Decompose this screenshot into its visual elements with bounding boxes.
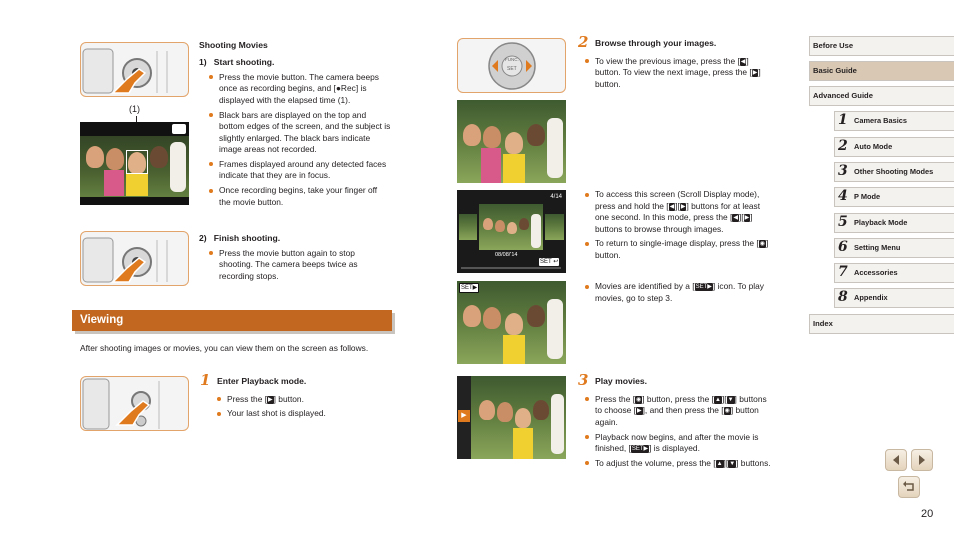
dog	[551, 394, 564, 454]
sidebar-item-index[interactable]: Index	[809, 314, 954, 334]
photo-subject	[86, 146, 104, 168]
start-shooting-step: 1) Start shooting.	[199, 56, 275, 67]
photo-subject	[515, 408, 531, 428]
list-item: To adjust the volume, press the [▲][▼] buttons.	[585, 458, 775, 470]
face-frame	[126, 150, 148, 174]
clothes	[481, 148, 501, 183]
photo-subject	[533, 400, 549, 420]
viewing-heading: Viewing	[80, 314, 124, 326]
scroll-bar	[461, 267, 561, 269]
dog	[547, 299, 563, 359]
scroll-thumb-right	[545, 214, 564, 240]
finish-shooting-step: 2) Finish shooting.	[199, 233, 281, 243]
photo-subject	[497, 402, 513, 422]
list-item: Frames displayed around any detected faces indicate that they are in focus.	[209, 159, 391, 182]
photo-subject	[483, 307, 501, 329]
sidebar-chapter-other-shooting-modes[interactable]: 3 Other Shooting Modes	[834, 162, 954, 182]
photo-subject	[527, 124, 545, 146]
list-item: Press the [◉] button, press the [▲][▼] buttons to choose [▶], and then press the [◉] button again.	[585, 394, 775, 429]
clothes	[503, 335, 525, 364]
sidebar-item-advanced-guide[interactable]: Advanced Guide	[809, 86, 954, 106]
list-item: Press the movie button again to stop shooting. The camera beeps twice as recording stops.	[209, 248, 391, 283]
photo-subject	[519, 218, 529, 230]
right-arrow-icon: ▶	[680, 203, 686, 210]
photo-subject	[527, 305, 545, 327]
photo-subject	[507, 222, 517, 234]
list-item: To return to single-image display, press the [◉] button.	[585, 238, 775, 261]
movie-set-icon: SET▶	[631, 446, 649, 453]
single-image-photo	[457, 100, 566, 183]
photo-subject	[150, 146, 168, 168]
elapsed-time-callout: (1)	[129, 104, 140, 114]
sidebar-chapter-playback-mode[interactable]: 5 Playback Mode	[834, 213, 954, 233]
left-arrow-icon: ◀	[669, 203, 675, 210]
left-arrow-icon	[890, 454, 902, 466]
step-title: Enter Playback mode.	[217, 376, 307, 386]
right-arrow-icon	[916, 454, 928, 466]
list-item: Playback now begins, and after the movie is finished, [SET▶] is displayed.	[585, 432, 775, 455]
right-arrow-icon: ▶	[752, 70, 758, 77]
hand-press-icon	[113, 395, 153, 427]
camera-illustration-record	[80, 42, 189, 97]
sidebar-item-basic-guide[interactable]: Basic Guide	[809, 61, 954, 81]
func-set-icon: ◉	[724, 408, 730, 415]
dial-top-label: FUNC.	[505, 57, 519, 62]
up-arrow-icon: ▲	[714, 396, 721, 403]
clothes	[104, 170, 124, 196]
sidebar-chapter-p-mode[interactable]: 4 P Mode	[834, 187, 954, 207]
photo-subject	[483, 126, 501, 148]
scroll-thumb-main	[479, 204, 543, 250]
down-arrow-icon: ▼	[727, 396, 734, 403]
list-item: Press the [▶] button.	[217, 394, 393, 406]
previous-page-button[interactable]	[885, 449, 907, 471]
return-icon	[902, 481, 916, 493]
dog	[170, 142, 186, 192]
next-page-button[interactable]	[911, 449, 933, 471]
down-arrow-icon: ▼	[729, 460, 736, 467]
shot-date: 08/08/'14	[495, 252, 518, 258]
sidebar-item-before-use[interactable]: Before Use	[809, 36, 954, 56]
photo-subject	[463, 305, 481, 327]
list-item: Black bars are displayed on the top and bottom edges of the screen, and the subject is slightly enlarged. The black bars indicate image areas not recorded.	[209, 110, 391, 156]
right-arrow-icon: ▶	[744, 215, 750, 222]
play-icon: ▶	[636, 408, 642, 415]
scroll-display-screen	[457, 190, 566, 273]
shooting-movies-title: Shooting Movies	[199, 40, 268, 50]
photo-subject	[505, 313, 523, 335]
photo-subject	[463, 124, 481, 146]
viewing-intro: After shooting images or movies, you can view them on the screen as follows.	[80, 343, 369, 353]
sidebar-chapter-camera-basics[interactable]: 1 Camera Basics	[834, 111, 954, 131]
step-title: Browse through your images.	[595, 38, 717, 48]
viewing-heading-bar	[72, 310, 392, 331]
left-arrow-icon: ◀	[733, 215, 738, 222]
func-set-icon: ◉	[759, 241, 765, 248]
step-number: 3	[578, 371, 589, 389]
bottom-black-bar	[80, 197, 189, 205]
list-item: To access this screen (Scroll Display mode), press and hold the [◀][▶] buttons for at least one second. In this mode, press the [◀][▶] buttons to browse through images.	[585, 189, 775, 235]
return-button[interactable]	[898, 476, 920, 498]
list-item: Your last shot is displayed.	[217, 408, 393, 420]
movie-set-icon: SET▶	[461, 285, 478, 291]
movie-image-photo	[457, 281, 566, 364]
step-number: 2	[578, 33, 589, 51]
photo-subject	[505, 132, 523, 154]
movie-control-panel-photo	[457, 376, 566, 459]
clothes	[126, 174, 148, 196]
image-counter: 4/14	[550, 194, 562, 200]
list-item: Press the movie button. The camera beeps once as recording begins, and [●Rec] is displayed with the elapsed time (1).	[209, 72, 391, 107]
sidebar-chapter-appendix[interactable]: 8 Appendix	[834, 288, 954, 308]
camera-illustration-playback	[80, 376, 189, 431]
control-dial-illustration	[457, 38, 566, 93]
movie-set-icon: SET▶	[695, 284, 712, 290]
list-item: To view the previous image, press the [◀] button. To view the next image, press the [▶] button.	[585, 56, 775, 91]
page-number: 20	[921, 508, 934, 520]
step-title: Play movies.	[595, 376, 648, 386]
list-item: Once recording begins, take your finger off the movie button.	[209, 185, 391, 208]
func-set-icon: ◉	[636, 396, 642, 403]
sidebar-chapter-auto-mode[interactable]: 2 Auto Mode	[834, 137, 954, 157]
dial-bottom-label: SET	[507, 66, 517, 72]
clothes	[513, 428, 533, 459]
recording-screen-photo	[80, 122, 189, 205]
camera-illustration-stop	[80, 231, 189, 286]
photo-subject	[106, 148, 124, 170]
set-return-icon: SET ↩	[540, 259, 559, 265]
scroll-thumb-left	[459, 214, 477, 240]
photo-subject	[479, 400, 495, 420]
step-number: 1	[200, 371, 211, 389]
photo-subject	[495, 220, 505, 232]
clothes	[503, 154, 525, 183]
list-item: Movies are identified by a [SET▶] icon. To play movies, go to step 3.	[585, 281, 775, 304]
dog	[547, 118, 563, 178]
hand-press-icon	[109, 252, 149, 284]
dog	[531, 214, 541, 248]
sidebar-chapter-accessories[interactable]: 7 Accessories	[834, 263, 954, 283]
playback-icon: ▶	[268, 396, 273, 403]
rec-indicator-icon	[172, 124, 186, 134]
photo-subject	[483, 218, 493, 230]
hand-press-icon	[109, 63, 149, 95]
left-arrow-icon: ◀	[740, 58, 746, 65]
play-option-icon: ▶	[458, 410, 470, 422]
up-arrow-icon: ▲	[716, 460, 723, 467]
sidebar-chapter-setting-menu[interactable]: 6 Setting Menu	[834, 238, 954, 258]
